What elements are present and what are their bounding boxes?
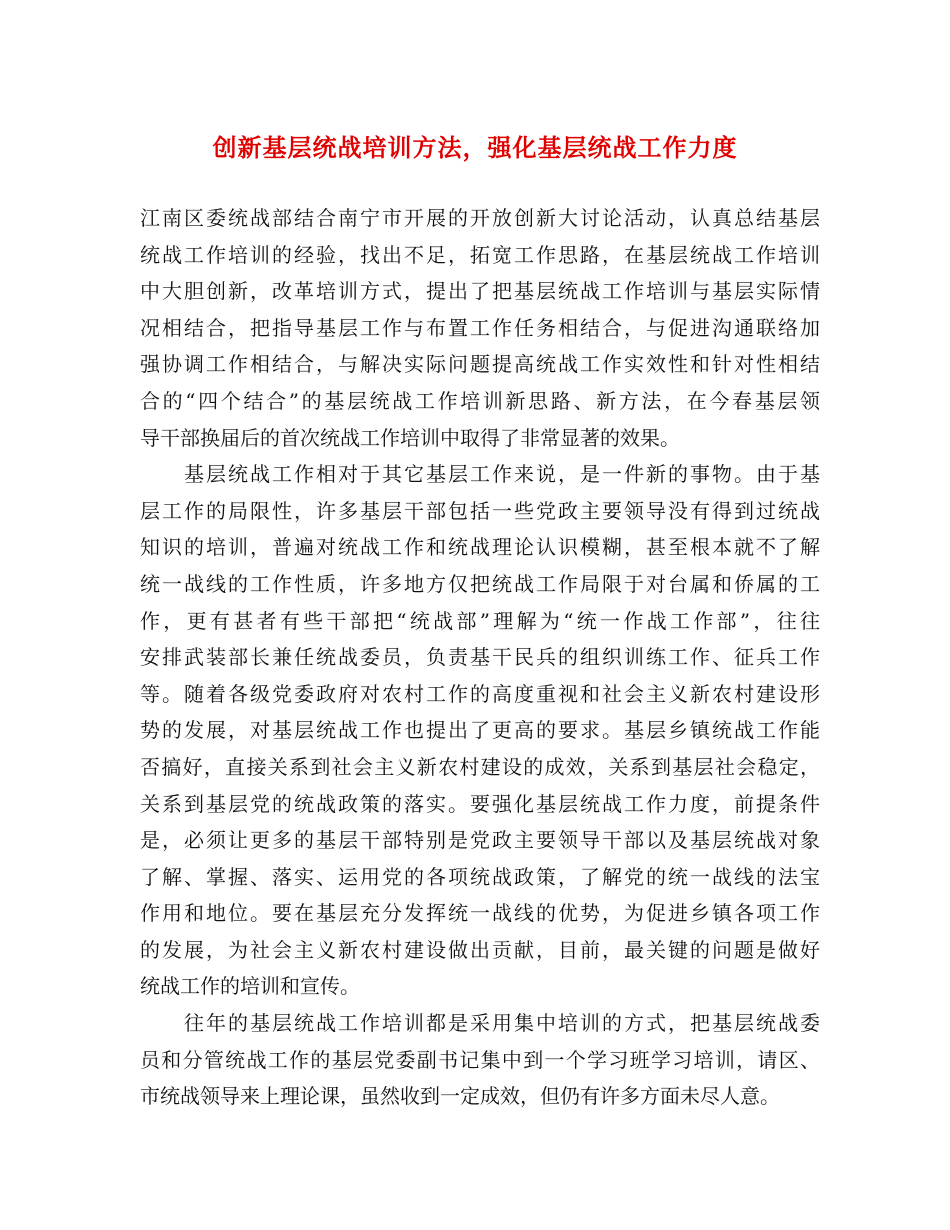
- paragraph-line: 基层统战工作相对于其它基层工作来说，是一件新的事物。由于基: [184, 462, 820, 487]
- paragraph-line: 强协调工作相结合，与解决实际问题提高统战工作实效性和针对性相结: [140, 352, 820, 377]
- paragraph-line: 往年的基层统战工作培训都是采用集中培训的方式，把基层统战委: [184, 1011, 820, 1036]
- paragraph-line: 合的“四个结合”的基层统战工作培训新思路、新方法，在今春基层领: [140, 388, 820, 413]
- paragraph-line: 安排武装部长兼任统战委员，负责基干民兵的组织训练工作、征兵工作: [140, 645, 820, 670]
- paragraph-line: 势的发展，对基层统战工作也提出了更高的要求。基层乡镇统战工作能: [140, 718, 820, 743]
- paragraph-line: 统战工作的培训和宣传。: [140, 974, 360, 999]
- paragraph-line: 的发展，为社会主义新农村建设做出贡献，目前，最关键的问题是做好: [140, 937, 820, 962]
- paragraph-line: 了解、掌握、落实、运用党的各项统战政策，了解党的统一战线的法宝: [140, 864, 820, 889]
- paragraph-line: 中大胆创新，改革培训方式，提出了把基层统战工作培训与基层实际情: [140, 279, 820, 304]
- paragraph-line: 关系到基层党的统战政策的落实。要强化基层统战工作力度，前提条件: [140, 791, 820, 816]
- paragraph: [140, 1005, 820, 1115]
- paragraph-line: 市统战领导来上理论课，虽然收到一定成效，但仍有许多方面未尽人意。: [140, 1084, 780, 1109]
- paragraph: [140, 456, 820, 1005]
- document-title: 创新基层统战培训方法，强化基层统战工作力度: [212, 133, 738, 162]
- paragraph-line: 知识的培训，普遍对统战工作和统战理论认识模糊，甚至根本就不了解: [140, 535, 820, 560]
- paragraph-line: 等。随着各级党委政府对农村工作的高度重视和社会主义新农村建设形: [140, 681, 820, 706]
- paragraph-line: 统一战线的工作性质，许多地方仅把统战工作局限于对台属和侨属的工: [140, 571, 820, 596]
- paragraph-line: 江南区委统战部结合南宁市开展的开放创新大讨论活动，认真总结基层: [140, 206, 820, 230]
- paragraph-line: 统战工作培训的经验，找出不足，拓宽工作思路，在基层统战工作培训: [140, 242, 820, 267]
- paragraph-line: 况相结合，把指导基层工作与布置工作任务相结合，与促进沟通联络加: [140, 315, 820, 340]
- document-body: [140, 200, 820, 1115]
- paragraph-line: 层工作的局限性，许多基层干部包括一些党政主要领导没有得到过统战: [140, 498, 820, 523]
- paragraph-line: 是，必须让更多的基层干部特别是党政主要领导干部以及基层统战对象: [140, 828, 820, 853]
- paragraph-line: 员和分管统战工作的基层党委副书记集中到一个学习班学习培训，请区、: [140, 1047, 820, 1072]
- paragraph-line: 导干部换届后的首次统战工作培训中取得了非常显著的效果。: [140, 425, 680, 450]
- paragraph-line: 作，更有甚者有些干部把“统战部”理解为“统一作战工作部”，往往: [140, 608, 820, 633]
- paragraph-line: 作用和地位。要在基层充分发挥统一战线的优势，为促进乡镇各项工作: [140, 901, 820, 926]
- paragraph-line: 否搞好，直接关系到社会主义新农村建设的成效，关系到基层社会稳定，: [140, 754, 820, 779]
- paragraph: [140, 200, 820, 456]
